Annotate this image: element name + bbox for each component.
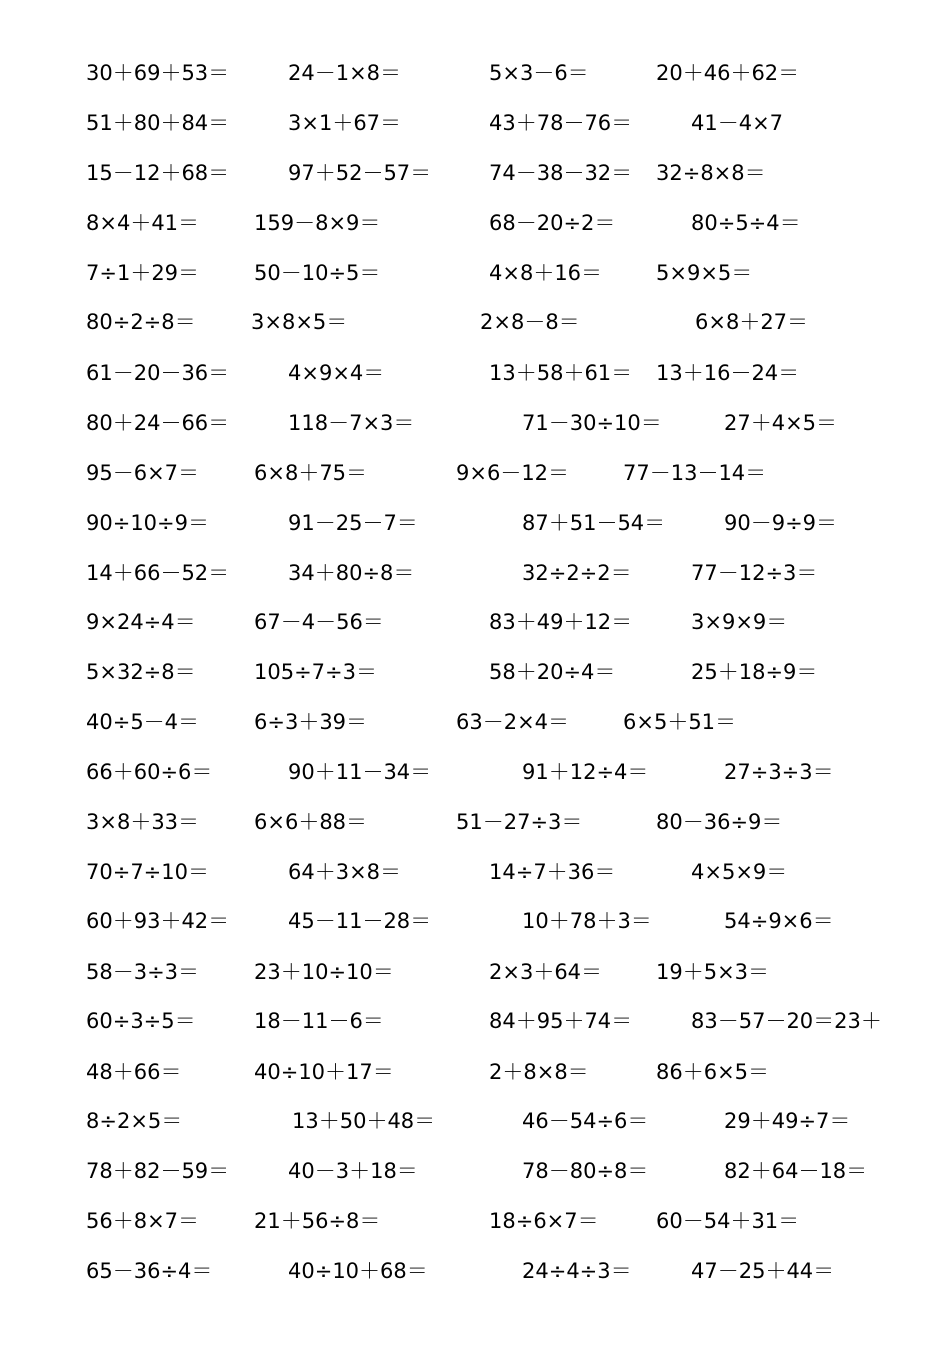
arithmetic-problem: 3×1＋67＝ — [288, 111, 402, 135]
arithmetic-problem: 21＋56÷8＝ — [254, 1209, 381, 1233]
problem-row — [0, 108, 950, 138]
arithmetic-problem: 159－8×9＝ — [254, 211, 381, 235]
arithmetic-problem: 18÷6×7＝ — [489, 1209, 599, 1233]
problem-row — [0, 458, 950, 488]
arithmetic-problem: 20＋46＋62＝ — [656, 61, 800, 85]
arithmetic-problem: 2＋8×8＝ — [489, 1060, 589, 1084]
arithmetic-problem: 34＋80÷8＝ — [288, 561, 415, 585]
arithmetic-problem: 97＋52－57＝ — [288, 161, 432, 185]
problem-row — [0, 1256, 950, 1286]
arithmetic-problem: 78＋82－59＝ — [86, 1159, 230, 1183]
arithmetic-problem: 74－38－32＝ — [489, 161, 633, 185]
problem-row — [0, 1156, 950, 1186]
arithmetic-problem: 24÷4÷3＝ — [522, 1259, 632, 1283]
arithmetic-problem: 43＋78－76＝ — [489, 111, 633, 135]
arithmetic-problem: 5×3－6＝ — [489, 61, 589, 85]
arithmetic-problem: 66＋60÷6＝ — [86, 760, 213, 784]
arithmetic-problem: 46－54÷6＝ — [522, 1109, 649, 1133]
problem-row — [0, 208, 950, 238]
arithmetic-problem: 77－12÷3＝ — [691, 561, 818, 585]
arithmetic-problem: 14÷7＋36＝ — [489, 860, 616, 884]
arithmetic-problem: 90＋11－34＝ — [288, 760, 432, 784]
arithmetic-problem: 70÷7÷10＝ — [86, 860, 209, 884]
problem-row — [0, 358, 950, 388]
arithmetic-problem: 67－4－56＝ — [254, 610, 384, 634]
problem-row — [0, 707, 950, 737]
arithmetic-problem: 40÷10＋68＝ — [288, 1259, 428, 1283]
problem-row — [0, 258, 950, 288]
arithmetic-problem: 47－25＋44＝ — [691, 1259, 835, 1283]
arithmetic-problem: 118－7×3＝ — [288, 411, 415, 435]
problem-row — [0, 957, 950, 987]
arithmetic-problem: 87＋51－54＝ — [522, 511, 666, 535]
arithmetic-problem: 80－36÷9＝ — [656, 810, 783, 834]
arithmetic-problem: 14＋66－52＝ — [86, 561, 230, 585]
arithmetic-problem: 6÷3＋39＝ — [254, 710, 368, 734]
problem-row — [0, 307, 950, 337]
arithmetic-problem: 4×8＋16＝ — [489, 261, 603, 285]
arithmetic-problem: 2×8－8＝ — [480, 310, 580, 334]
problem-row — [0, 1006, 950, 1036]
arithmetic-problem: 3×8＋33＝ — [86, 810, 200, 834]
arithmetic-problem: 15－12＋68＝ — [86, 161, 230, 185]
arithmetic-problem: 2×3＋64＝ — [489, 960, 603, 984]
arithmetic-problem: 51＋80＋84＝ — [86, 111, 230, 135]
arithmetic-problem: 40÷10＋17＝ — [254, 1060, 394, 1084]
arithmetic-problem: 91－25－7＝ — [288, 511, 418, 535]
arithmetic-problem: 40÷5－4＝ — [86, 710, 200, 734]
arithmetic-problem: 6×8＋75＝ — [254, 461, 368, 485]
arithmetic-problem: 68－20÷2＝ — [489, 211, 616, 235]
arithmetic-problem: 105÷7÷3＝ — [254, 660, 377, 684]
arithmetic-problem: 51－27÷3＝ — [456, 810, 583, 834]
arithmetic-problem: 80÷2÷8＝ — [86, 310, 196, 334]
arithmetic-problem: 3×8×5＝ — [251, 310, 348, 334]
arithmetic-problem: 24－1×8＝ — [288, 61, 402, 85]
problem-row — [0, 558, 950, 588]
problem-row — [0, 757, 950, 787]
arithmetic-problem: 13＋16－24＝ — [656, 361, 800, 385]
problem-row — [0, 1206, 950, 1236]
arithmetic-problem: 6×6＋88＝ — [254, 810, 368, 834]
arithmetic-problem: 54÷9×6＝ — [724, 909, 834, 933]
problem-row — [0, 1106, 950, 1136]
arithmetic-problem: 60÷3÷5＝ — [86, 1009, 196, 1033]
arithmetic-problem: 48＋66＝ — [86, 1060, 182, 1084]
arithmetic-problem: 8÷2×5＝ — [86, 1109, 183, 1133]
arithmetic-problem: 4×9×4＝ — [288, 361, 385, 385]
arithmetic-problem: 32÷2÷2＝ — [522, 561, 632, 585]
arithmetic-problem: 71－30÷10＝ — [522, 411, 662, 435]
arithmetic-problem: 13＋58＋61＝ — [489, 361, 633, 385]
arithmetic-problem: 25＋18÷9＝ — [691, 660, 818, 684]
arithmetic-problem: 77－13－14＝ — [623, 461, 767, 485]
arithmetic-problem: 30＋69＋53＝ — [86, 61, 230, 85]
arithmetic-problem: 5×32÷8＝ — [86, 660, 196, 684]
arithmetic-problem: 6×5＋51＝ — [623, 710, 737, 734]
arithmetic-problem: 83＋49＋12＝ — [489, 610, 633, 634]
arithmetic-problem: 90－9÷9＝ — [724, 511, 838, 535]
problem-row — [0, 607, 950, 637]
arithmetic-problem: 9×6－12＝ — [456, 461, 570, 485]
arithmetic-problem: 9×24÷4＝ — [86, 610, 196, 634]
arithmetic-problem: 29＋49÷7＝ — [724, 1109, 851, 1133]
arithmetic-problem: 95－6×7＝ — [86, 461, 200, 485]
arithmetic-problem: 65－36÷4＝ — [86, 1259, 213, 1283]
arithmetic-problem: 10＋78＋3＝ — [522, 909, 652, 933]
problem-row — [0, 857, 950, 887]
arithmetic-problem: 80÷5÷4＝ — [691, 211, 801, 235]
problem-row — [0, 1057, 950, 1087]
arithmetic-problem: 60－54＋31＝ — [656, 1209, 800, 1233]
problem-row — [0, 158, 950, 188]
problem-row — [0, 657, 950, 687]
arithmetic-problem: 80＋24－66＝ — [86, 411, 230, 435]
arithmetic-problem: 82＋64－18＝ — [724, 1159, 868, 1183]
arithmetic-problem: 18－11－6＝ — [254, 1009, 384, 1033]
arithmetic-problem: 8×4＋41＝ — [86, 211, 200, 235]
arithmetic-problem: 3×9×9＝ — [691, 610, 788, 634]
arithmetic-problem: 40－3＋18＝ — [288, 1159, 418, 1183]
problem-row — [0, 807, 950, 837]
arithmetic-problem: 58－3÷3＝ — [86, 960, 200, 984]
arithmetic-problem: 27＋4×5＝ — [724, 411, 838, 435]
problem-row — [0, 58, 950, 88]
arithmetic-problem: 64＋3×8＝ — [288, 860, 402, 884]
arithmetic-problem: 86＋6×5＝ — [656, 1060, 770, 1084]
arithmetic-problem: 13＋50＋48＝ — [292, 1109, 436, 1133]
arithmetic-problem: 84＋95＋74＝ — [489, 1009, 633, 1033]
arithmetic-problem: 63－2×4＝ — [456, 710, 570, 734]
arithmetic-problem: 60＋93＋42＝ — [86, 909, 230, 933]
arithmetic-problem: 4×5×9＝ — [691, 860, 788, 884]
arithmetic-problem: 61－20－36＝ — [86, 361, 230, 385]
arithmetic-problem: 7÷1＋29＝ — [86, 261, 200, 285]
arithmetic-problem: 90÷10÷9＝ — [86, 511, 209, 535]
problem-row — [0, 408, 950, 438]
arithmetic-problem: 45－11－28＝ — [288, 909, 432, 933]
arithmetic-problem: 91＋12÷4＝ — [522, 760, 649, 784]
arithmetic-problem: 56＋8×7＝ — [86, 1209, 200, 1233]
arithmetic-problem: 58＋20÷4＝ — [489, 660, 616, 684]
problem-row — [0, 508, 950, 538]
arithmetic-problem: 6×8＋27＝ — [695, 310, 809, 334]
arithmetic-problem: 19＋5×3＝ — [656, 960, 770, 984]
problem-row — [0, 906, 950, 936]
arithmetic-problem: 5×9×5＝ — [656, 261, 753, 285]
arithmetic-problem: 41－4×7 — [691, 111, 784, 135]
arithmetic-problem: 32÷8×8＝ — [656, 161, 766, 185]
arithmetic-problem: 50－10÷5＝ — [254, 261, 381, 285]
arithmetic-problem: 27÷3÷3＝ — [724, 760, 834, 784]
arithmetic-problem: 83－57－20＝23＋ — [691, 1009, 882, 1033]
arithmetic-problem: 23＋10÷10＝ — [254, 960, 394, 984]
arithmetic-problem: 78－80÷8＝ — [522, 1159, 649, 1183]
